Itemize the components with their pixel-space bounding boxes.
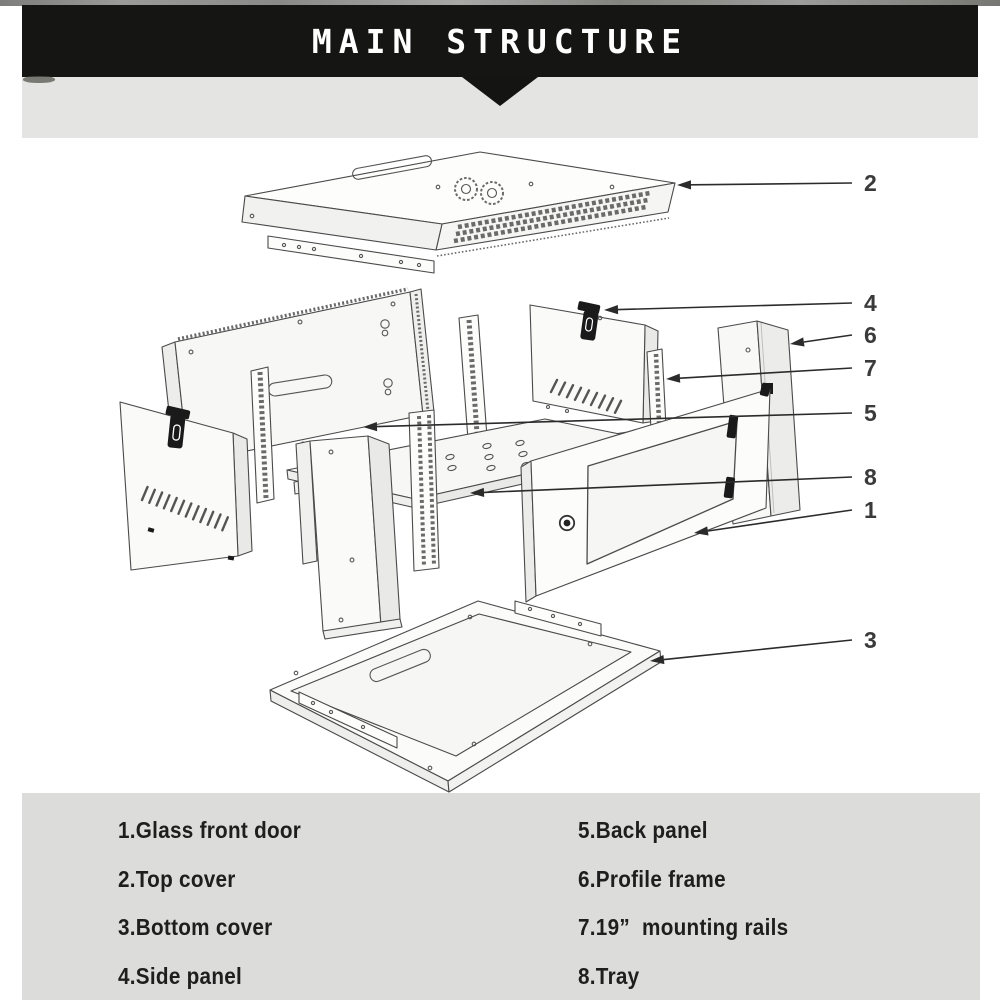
- page-title: MAIN STRUCTURE: [311, 22, 689, 61]
- callout-arrowhead-7: [666, 374, 680, 383]
- callout-number-7: 7: [864, 355, 877, 381]
- legend-item: 7.19” mounting rails: [578, 914, 789, 941]
- callout-number-1: 1: [864, 497, 877, 523]
- part-side-panel: [530, 301, 658, 423]
- callout-arrowhead-6: [790, 337, 805, 346]
- legend-col-2: [578, 793, 1000, 1000]
- callout-arrowhead-2: [677, 180, 691, 189]
- callout-number-8: 8: [864, 464, 877, 490]
- legend-item: 4.Side panel: [118, 962, 243, 989]
- legend-item: 6.Profile frame: [578, 865, 726, 892]
- part-mounting-rail-center-front: [409, 410, 439, 571]
- legend-item: 3.Bottom cover: [118, 914, 273, 941]
- legend-item: 8.Tray: [578, 962, 640, 989]
- legend-panel: [22, 793, 980, 1000]
- callout-number-3: 3: [864, 627, 877, 653]
- callout-number-4: 4: [864, 290, 877, 316]
- callout-number-2: 2: [864, 170, 877, 196]
- legend-item: 1.Glass front door: [118, 817, 302, 843]
- part-profile-frame-front-left: [296, 436, 402, 639]
- callout-number-6: 6: [864, 322, 877, 348]
- legend-item: 5.Back panel: [578, 817, 708, 843]
- callout-arrowhead-4: [604, 305, 618, 314]
- callout-line-3: [664, 640, 852, 660]
- legend-col-1: [118, 793, 548, 1000]
- legend-item: 2.Top cover: [118, 865, 236, 892]
- callout-line-2: [691, 183, 852, 185]
- callout-line-6: [804, 335, 852, 342]
- callout-number-5: 5: [864, 400, 877, 426]
- callout-line-4: [618, 303, 852, 310]
- part-top-cover: [242, 152, 675, 273]
